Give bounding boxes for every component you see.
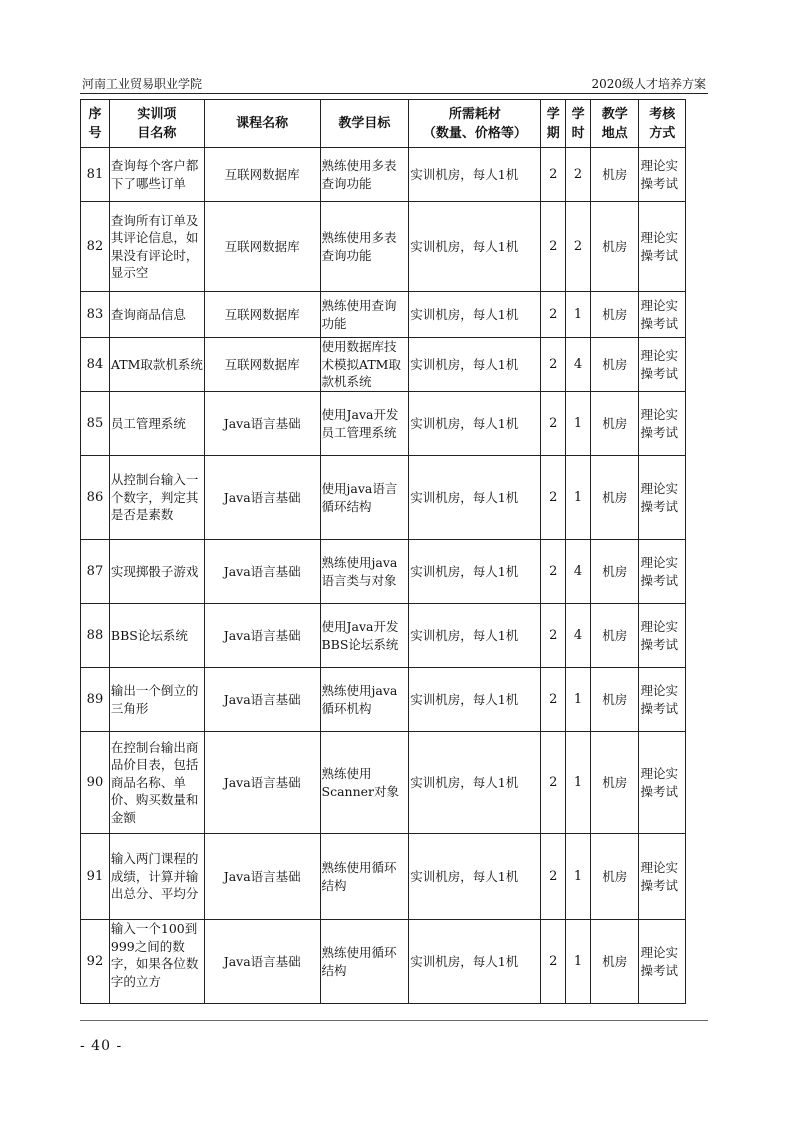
assessment-cell: 理论实操考试 (639, 202, 686, 292)
place-cell: 机房 (590, 292, 639, 338)
term-cell: 2 (541, 338, 566, 392)
row-number-cell: 82 (81, 202, 110, 292)
place-cell: 机房 (590, 604, 639, 668)
materials-cell: 实训机房，每人1机 (409, 834, 541, 920)
term-cell: 2 (541, 834, 566, 920)
assessment-cell: 理论实操考试 (639, 668, 686, 732)
place-cell: 机房 (590, 920, 639, 1004)
hours-cell: 1 (566, 392, 591, 456)
row-number-cell: 86 (81, 456, 110, 540)
term-cell: 2 (541, 668, 566, 732)
table-row (81, 834, 686, 920)
teaching-goal-cell: 熟练使用Scanner对象 (320, 732, 409, 834)
hours-cell: 4 (566, 604, 591, 668)
table-row (81, 392, 686, 456)
table-row (81, 604, 686, 668)
course-name-cell: 互联网数据库 (204, 338, 320, 392)
term-cell: 2 (541, 920, 566, 1004)
place-cell: 机房 (590, 392, 639, 456)
col-header-hours: 学 时 (566, 100, 591, 148)
teaching-goal-cell: 使用数据库技术模拟ATM取款机系统 (320, 338, 409, 392)
hours-cell: 4 (566, 540, 591, 604)
project-name-cell: BBS论坛系统 (109, 604, 204, 668)
teaching-goal-cell: 熟练使用java语言类与对象 (320, 540, 409, 604)
place-cell: 机房 (590, 456, 639, 540)
project-name-cell: 输入一个100到999之间的数字，如果各位数字的立方 (109, 920, 204, 1004)
col-header-place: 教学 地点 (590, 100, 639, 148)
materials-cell: 实训机房，每人1机 (409, 292, 541, 338)
table-row (81, 292, 686, 338)
page-number: - 40 - (80, 1038, 123, 1054)
col-header-course: 课程名称 (204, 100, 320, 148)
term-cell: 2 (541, 540, 566, 604)
teaching-goal-cell: 熟练使用多表查询功能 (320, 202, 409, 292)
header-rule (80, 93, 708, 94)
table-row (81, 338, 686, 392)
project-name-cell: 员工管理系统 (109, 392, 204, 456)
plan-title: 2020级人才培养方案 (591, 77, 706, 91)
place-cell: 机房 (590, 540, 639, 604)
place-cell: 机房 (590, 732, 639, 834)
course-name-cell: 互联网数据库 (204, 292, 320, 338)
hours-cell: 1 (566, 920, 591, 1004)
teaching-goal-cell: 熟练使用循环结构 (320, 920, 409, 1004)
course-name-cell: 互联网数据库 (204, 202, 320, 292)
row-number-cell: 83 (81, 292, 110, 338)
project-name-cell: 输出一个倒立的三角形 (109, 668, 204, 732)
training-table (80, 99, 686, 1004)
col-header-assess: 考核 方式 (639, 100, 686, 148)
teaching-goal-cell: 熟练使用java循环机构 (320, 668, 409, 732)
assessment-cell: 理论实操考试 (639, 456, 686, 540)
materials-cell: 实训机房，每人1机 (409, 392, 541, 456)
place-cell: 机房 (590, 834, 639, 920)
table-row (81, 148, 686, 202)
table-row (81, 732, 686, 834)
project-name-cell: 在控制台输出商品价目表，包括商品名称、单价、购买数量和金额 (109, 732, 204, 834)
hours-cell: 1 (566, 732, 591, 834)
table-row (81, 668, 686, 732)
row-number-cell: 81 (81, 148, 110, 202)
row-number-cell: 91 (81, 834, 110, 920)
term-cell: 2 (541, 604, 566, 668)
assessment-cell: 理论实操考试 (639, 392, 686, 456)
col-header-no: 序 号 (81, 100, 110, 148)
hours-cell: 4 (566, 338, 591, 392)
hours-cell: 1 (566, 292, 591, 338)
hours-cell: 2 (566, 202, 591, 292)
project-name-cell: 实现掷骰子游戏 (109, 540, 204, 604)
row-number-cell: 90 (81, 732, 110, 834)
materials-cell: 实训机房，每人1机 (409, 920, 541, 1004)
materials-cell: 实训机房，每人1机 (409, 202, 541, 292)
row-number-cell: 85 (81, 392, 110, 456)
teaching-goal-cell: 使用java语言循环结构 (320, 456, 409, 540)
course-name-cell: Java语言基础 (204, 392, 320, 456)
course-name-cell: Java语言基础 (204, 668, 320, 732)
materials-cell: 实训机房，每人1机 (409, 338, 541, 392)
col-header-materials: 所需耗材 （数量、价格等） (409, 100, 541, 148)
teaching-goal-cell: 熟练使用查询功能 (320, 292, 409, 338)
row-number-cell: 87 (81, 540, 110, 604)
term-cell: 2 (541, 392, 566, 456)
term-cell: 2 (541, 202, 566, 292)
col-header-term: 学 期 (541, 100, 566, 148)
term-cell: 2 (541, 292, 566, 338)
materials-cell: 实训机房，每人1机 (409, 540, 541, 604)
place-cell: 机房 (590, 202, 639, 292)
assessment-cell: 理论实操考试 (639, 148, 686, 202)
materials-cell: 实训机房，每人1机 (409, 148, 541, 202)
course-name-cell: Java语言基础 (204, 540, 320, 604)
materials-cell: 实训机房，每人1机 (409, 604, 541, 668)
materials-cell: 实训机房，每人1机 (409, 732, 541, 834)
materials-cell: 实训机房，每人1机 (409, 668, 541, 732)
table-row (81, 456, 686, 540)
teaching-goal-cell: 使用Java开发员工管理系统 (320, 392, 409, 456)
project-name-cell: ATM取款机系统 (109, 338, 204, 392)
row-number-cell: 89 (81, 668, 110, 732)
place-cell: 机房 (590, 338, 639, 392)
hours-cell: 1 (566, 456, 591, 540)
project-name-cell: 输入两门课程的成绩，计算并输出总分、平均分 (109, 834, 204, 920)
course-name-cell: Java语言基础 (204, 920, 320, 1004)
row-number-cell: 84 (81, 338, 110, 392)
project-name-cell: 从控制台输入一个数字，判定其是否是素数 (109, 456, 204, 540)
col-header-goal: 教学目标 (320, 100, 409, 148)
col-header-project: 实训项 目名称 (109, 100, 204, 148)
bottom-rule (80, 1020, 708, 1021)
table-row (81, 540, 686, 604)
school-name: 河南工业贸易职业学院 (82, 77, 203, 91)
table-row (81, 920, 686, 1004)
assessment-cell: 理论实操考试 (639, 732, 686, 834)
page-header (80, 75, 708, 93)
course-name-cell: Java语言基础 (204, 732, 320, 834)
assessment-cell: 理论实操考试 (639, 834, 686, 920)
assessment-cell: 理论实操考试 (639, 540, 686, 604)
materials-cell: 实训机房，每人1机 (409, 456, 541, 540)
course-name-cell: Java语言基础 (204, 456, 320, 540)
teaching-goal-cell: 熟练使用循环结构 (320, 834, 409, 920)
hours-cell: 2 (566, 148, 591, 202)
teaching-goal-cell: 熟练使用多表查询功能 (320, 148, 409, 202)
course-name-cell: Java语言基础 (204, 604, 320, 668)
place-cell: 机房 (590, 668, 639, 732)
assessment-cell: 理论实操考试 (639, 292, 686, 338)
row-number-cell: 88 (81, 604, 110, 668)
assessment-cell: 理论实操考试 (639, 604, 686, 668)
term-cell: 2 (541, 732, 566, 834)
teaching-goal-cell: 使用Java开发BBS论坛系统 (320, 604, 409, 668)
row-number-cell: 92 (81, 920, 110, 1004)
assessment-cell: 理论实操考试 (639, 338, 686, 392)
project-name-cell: 查询商品信息 (109, 292, 204, 338)
project-name-cell: 查询所有订单及其评论信息，如果没有评论时，显示空 (109, 202, 204, 292)
table-header-row (81, 100, 686, 148)
hours-cell: 1 (566, 668, 591, 732)
table-row (81, 202, 686, 292)
assessment-cell: 理论实操考试 (639, 920, 686, 1004)
term-cell: 2 (541, 456, 566, 540)
project-name-cell: 查询每个客户都下了哪些订单 (109, 148, 204, 202)
hours-cell: 1 (566, 834, 591, 920)
course-name-cell: 互联网数据库 (204, 148, 320, 202)
term-cell: 2 (541, 148, 566, 202)
course-name-cell: Java语言基础 (204, 834, 320, 920)
place-cell: 机房 (590, 148, 639, 202)
